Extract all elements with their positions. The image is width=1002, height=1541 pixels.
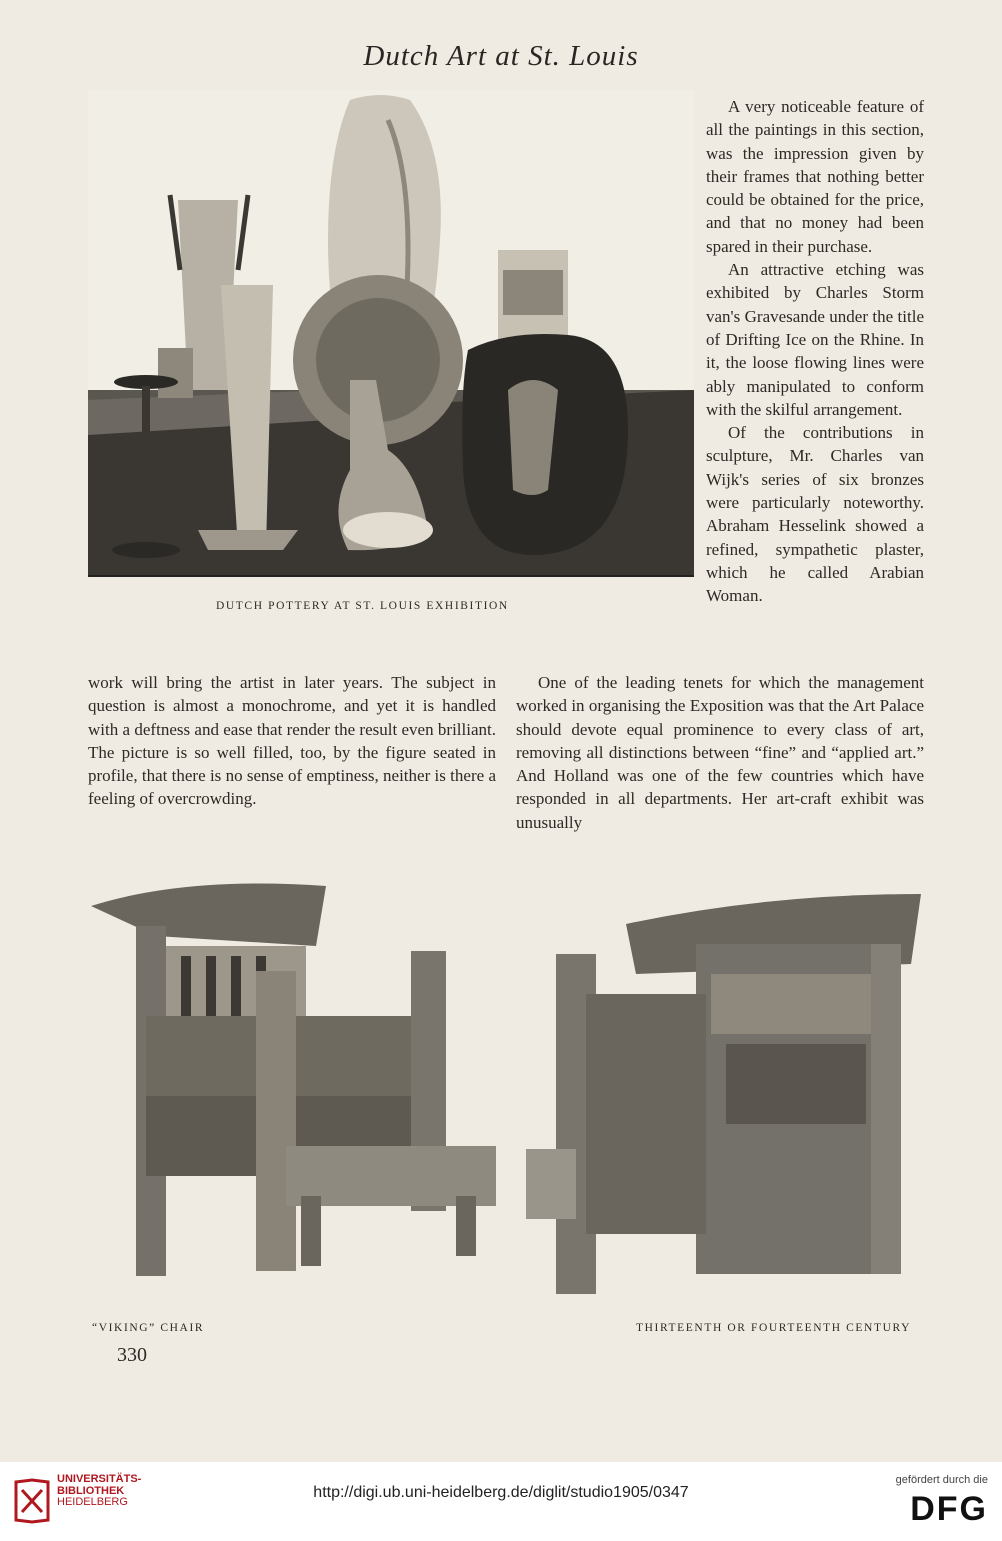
chair-caption-left: “VIKING” CHAIR — [92, 1322, 205, 1334]
dfg-logo: DFG — [910, 1490, 988, 1528]
chair-front-illustration — [86, 876, 502, 1294]
viking-chair-back-photo — [526, 884, 926, 1298]
chair-back-illustration — [526, 884, 926, 1298]
chair-caption-right: THIRTEENTH OR FOURTEENTH CENTURY — [636, 1322, 912, 1334]
page-number: 330 — [117, 1344, 147, 1366]
library-name-line1: UNIVERSITÄTS- — [57, 1473, 142, 1485]
funding-text: gefördert durch die — [895, 1474, 988, 1486]
page-title: Dutch Art at St. Louis — [363, 40, 639, 72]
left-column-text — [88, 671, 496, 811]
right-column-text — [706, 95, 924, 608]
pottery-illustration — [88, 90, 694, 577]
pottery-caption: DUTCH POTTERY AT ST. LOUIS EXHIBITION — [216, 600, 509, 612]
library-name-line2: BIBLIOTHEK — [57, 1484, 125, 1497]
source-url-link[interactable]: http://digi.ub.uni-heidelberg.de/diglit/studio1905/0347 — [313, 1484, 689, 1501]
pottery-photo — [88, 90, 694, 577]
library-name-line3: HEIDELBERG — [57, 1496, 128, 1508]
middle-column-text — [516, 671, 924, 834]
digitization-footer — [0, 1462, 1002, 1541]
viking-chair-front-photo — [86, 876, 502, 1294]
paragraph-etching: An attractive etching was exhibited by Charles Storm van's Gravesande under the title of Drifting Ice on the Rhine. In it, the loose flowing lines were ably manipulated to conform with the skilful arrangement. — [706, 260, 924, 419]
paragraph-continuation: work will bring the artist in later years. The subject in question is almost a monochrome, and yet it is handled with a deftness and ease that render the result even brilliant. The picture is so well filled, too, by the figure seated in profile, that there is no sense of emptiness, neither is there a feeling of overcrowding. — [88, 673, 496, 809]
paragraph-frames: A very noticeable feature of all the paintings in this section, was the impression given by their frames that nothing better could be obtained for the price, and that no money had been spared in their purchase. — [706, 97, 924, 256]
paragraph-sculpture: Of the contributions in sculpture, Mr. Charles van Wijk's series of six bronzes were particularly noteworthy. Abraham Hesselink showed a refined, sympathetic plaster, which he called Arabian Woman. — [706, 423, 924, 606]
paragraph-exposition: One of the leading tenets for which the management worked in organising the Exposition was that the Art Palace should devote equal prominence to every class of art, removing all distinctions between “fine” and “applied art.” And Holland was one of the few countries which have responded in all departments. Her art-craft exhibit was unusually — [516, 673, 924, 832]
